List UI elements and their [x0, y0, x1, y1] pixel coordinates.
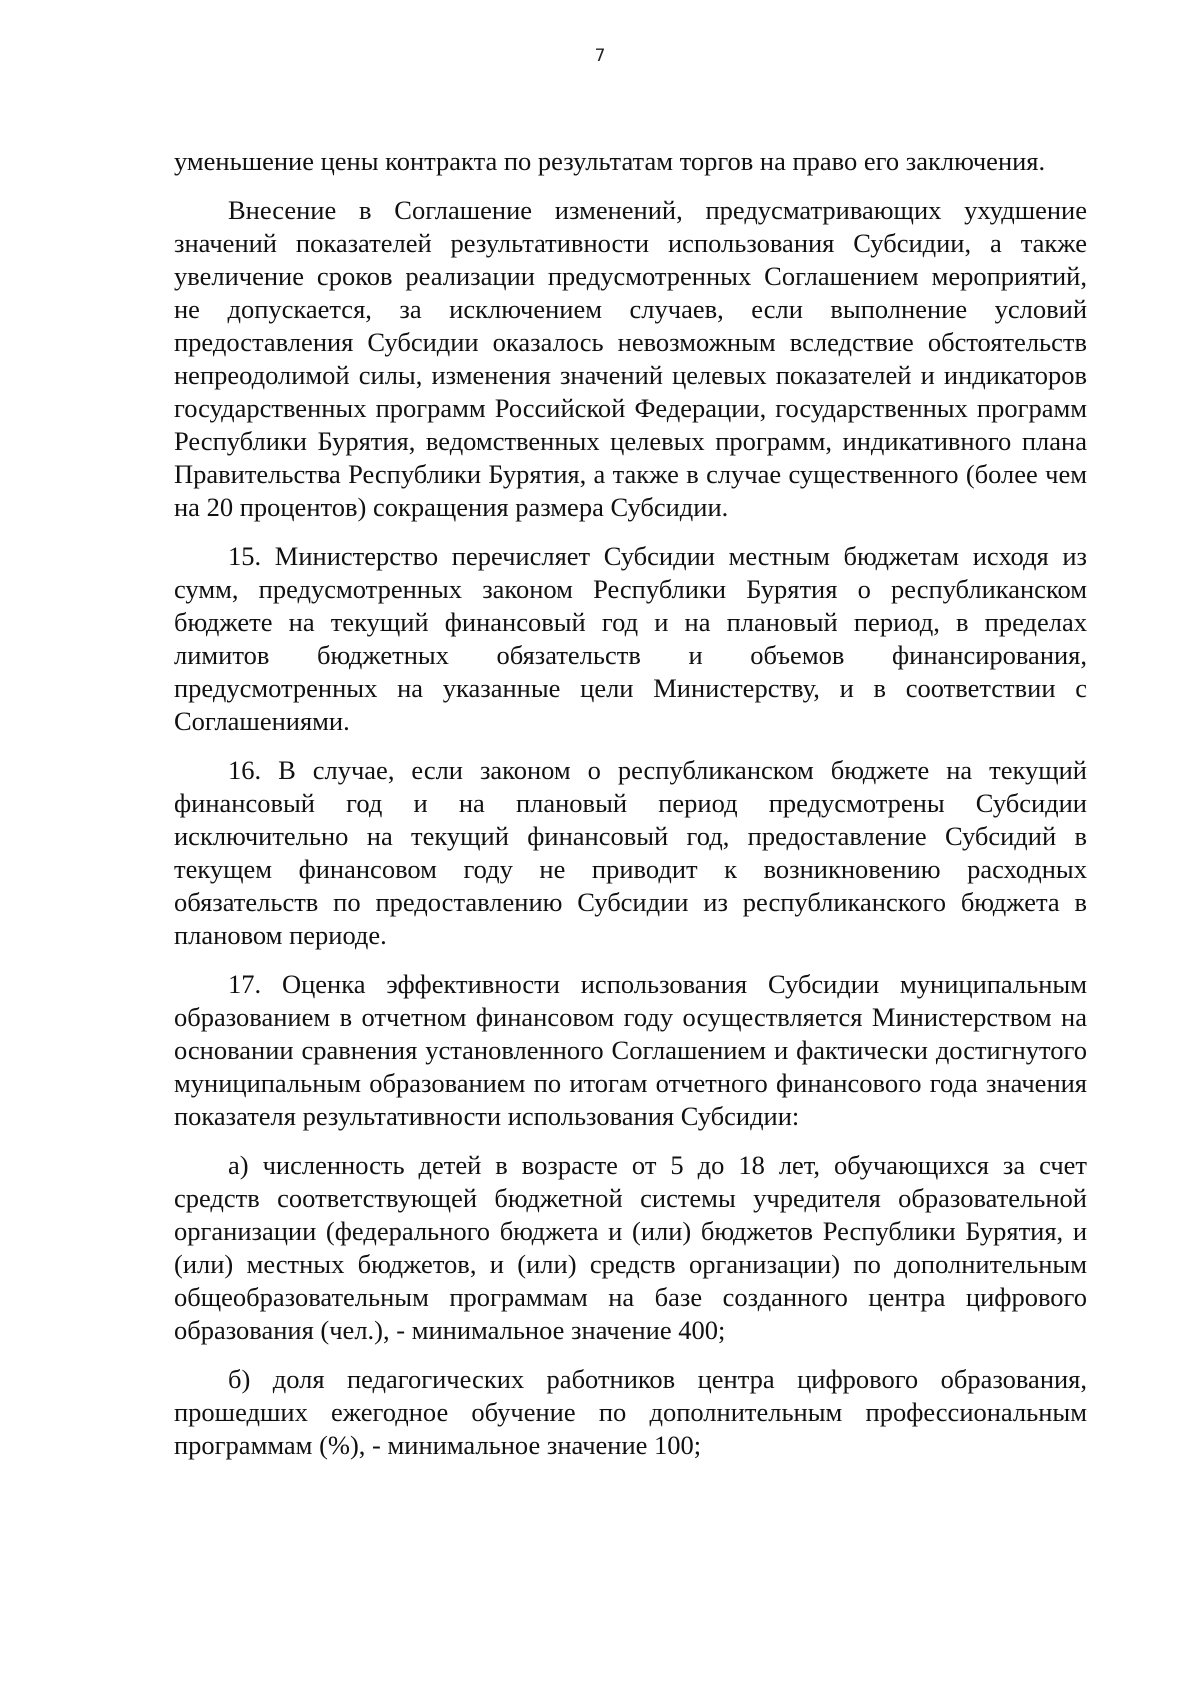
paragraph-agreement-changes: Внесение в Соглашение изменений, предусматривающих ухудшение значений показателей результативности использования Субсидии, а также увеличение сроков реализации предусмотренных Соглашением мероприятий, не допускается, за исключением случаев, если выполнение условий предоставления Субсидии оказалось невозможным вследствие обстоятельств непреодолимой силы, изменения значений целевых показателей и индикаторов государственных программ Российской Федерации, государственных программ Республики Бурятия, ведомственных целевых программ, индикативного плана Правительства Республики Бурятия, а также в случае существенного (более чем на 20 процентов) сокращения размера Субсидии. [174, 195, 1087, 522]
document-body [174, 145, 1087, 1478]
paragraph-continuation: уменьшение цены контракта по результатам торгов на право его заключения. [174, 146, 1046, 176]
paragraph-clause-17: 17. Оценка эффективности использования Субсидии муниципальным образованием в отчетном финансовом году осуществляется Министерством на основании сравнения установленного Соглашением и фактически достигнутого муниципальным образованием по итогам отчетного финансового года значения показателя результативности использования Субсидии: [174, 969, 1087, 1131]
paragraph-clause-16: 16. В случае, если законом о республиканском бюджете на текущий финансовый год и на плановый период предусмотрены Субсидии исключительно на текущий финансовый год, предоставление Субсидий в текущем финансовом году не приводит к возникновению расходных обязательств по предоставлению Субсидии из республиканского бюджета в плановом периоде. [174, 755, 1087, 950]
page-number: 7 [594, 46, 606, 66]
list-item-b: б) доля педагогических работников центра цифрового образования, прошедших ежегодное обучение по дополнительным профессиональным программам (%), - минимальное значение 100; [174, 1364, 1087, 1460]
list-item-a: а) численность детей в возрасте от 5 до 18 лет, обучающихся за счет средств соответствующей бюджетной системы учредителя образовательной организации (федерального бюджета и (или) бюджетов Республики Бурятия, и (или) местных бюджетов, и (или) средств организации) по дополнительным общеобразовательным программам на базе созданного центра цифрового образования (чел.), - минимальное значение 400; [174, 1150, 1087, 1345]
paragraph-clause-15: 15. Министерство перечисляет Субсидии местным бюджетам исходя из сумм, предусмотренных законом Республики Бурятия о республиканском бюджете на текущий финансовый год и на плановый период, в пределах лимитов бюджетных обязательств и объемов финансирования, предусмотренных на указанные цели Министерству, и в соответствии с Соглашениями. [174, 541, 1087, 736]
